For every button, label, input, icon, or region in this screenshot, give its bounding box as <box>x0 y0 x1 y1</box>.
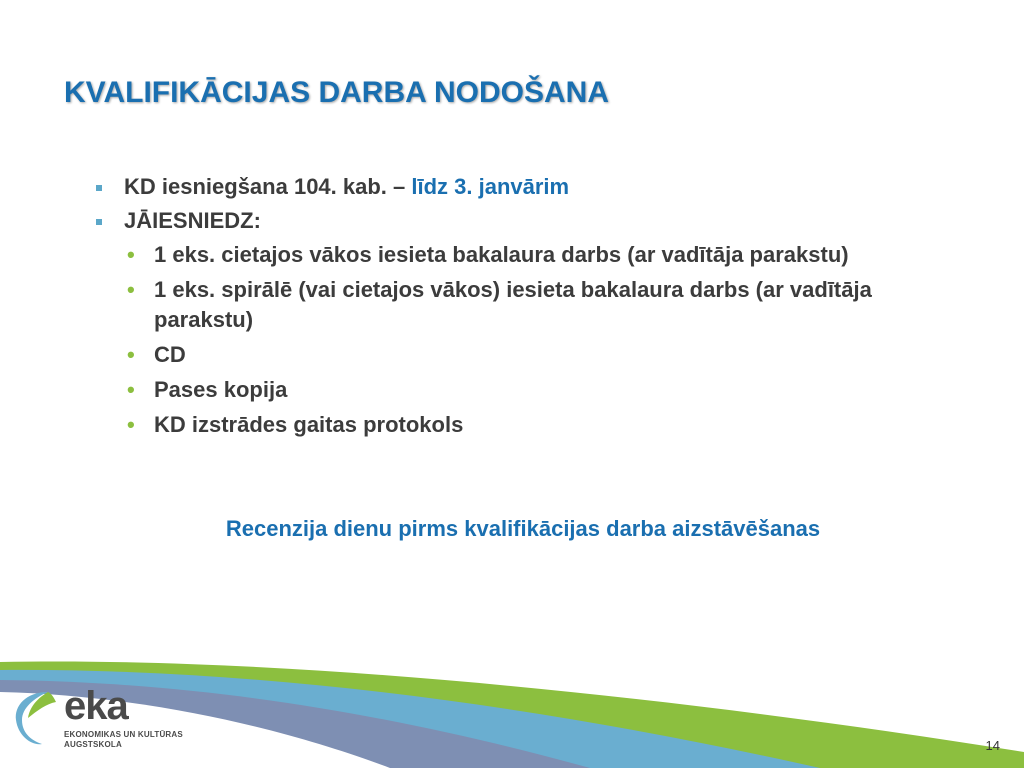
bullet-item-required <box>96 206 936 236</box>
deadline-highlight: līdz 3. janvārim <box>411 174 570 199</box>
page-number: 14 <box>985 738 1000 753</box>
sub-bullet-item <box>96 240 936 270</box>
eka-logo <box>12 684 212 758</box>
square-bullet-icon <box>96 219 102 225</box>
sub-bullet-item <box>96 410 936 440</box>
sub-bullet-text: KD izstrādes gaitas protokols <box>154 412 464 437</box>
bullet-text: KD iesniegšana 104. kab. – <box>124 174 412 199</box>
logo-subtitle-line1: EKONOMIKAS UN KULTŪRAS <box>64 730 183 739</box>
eka-logo-icon <box>12 688 62 750</box>
sub-bullet-text: Pases kopija <box>154 377 288 402</box>
dot-bullet-icon: • <box>127 412 135 437</box>
dot-bullet-icon: • <box>127 277 135 302</box>
slide-title: KVALIFIKĀCIJAS DARBA NODOŠANA <box>64 76 610 109</box>
logo-subtitle-line2: AUGSTSKOLA <box>64 740 122 749</box>
logo-wordmark: eka <box>64 684 128 728</box>
square-bullet-icon <box>96 185 102 191</box>
dot-bullet-icon: • <box>127 242 135 267</box>
sub-bullet-item <box>96 275 936 335</box>
dot-bullet-icon: • <box>127 342 135 367</box>
sub-bullet-text: CD <box>154 342 186 367</box>
slide-body <box>96 172 936 445</box>
dot-bullet-icon: • <box>127 377 135 402</box>
sub-bullet-item <box>96 340 936 370</box>
sub-bullet-text: 1 eks. cietajos vākos iesieta bakalaura darbs (ar vadītāja parakstu) <box>154 242 849 267</box>
bullet-text: JĀIESNIEDZ: <box>124 208 261 233</box>
bullet-item-submission <box>96 172 936 202</box>
sub-bullet-text: 1 eks. spirālē (vai cietajos vākos) iesieta bakalaura darbs (ar vadītāja parakstu) <box>154 277 872 332</box>
review-note: Recenzija dienu pirms kvalifikācijas darba aizstāvēšanas <box>225 516 821 541</box>
sub-bullet-item <box>96 375 936 405</box>
